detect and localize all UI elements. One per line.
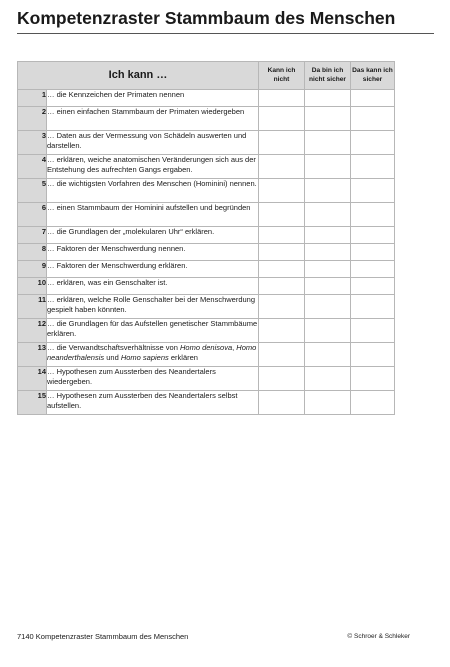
- row-number: 14: [18, 367, 47, 391]
- table-row: [18, 203, 395, 227]
- row-text: … Hypothesen zum Aussterben des Neandertalers wiedergeben.: [47, 367, 259, 391]
- check-cell-sicher[interactable]: [351, 391, 395, 415]
- page-title: Kompetenzraster Stammbaum des Menschen: [17, 8, 396, 28]
- table-row: [18, 295, 395, 319]
- check-cell-sicher[interactable]: [351, 367, 395, 391]
- check-cell-sicher[interactable]: [351, 155, 395, 179]
- check-cell-sicher[interactable]: [351, 179, 395, 203]
- check-cell-nicht[interactable]: [259, 227, 305, 244]
- row-number: 4: [18, 155, 47, 179]
- check-cell-unsicher[interactable]: [305, 391, 351, 415]
- check-cell-unsicher[interactable]: [305, 90, 351, 107]
- row-text: … Faktoren der Menschwerdung erklären.: [47, 261, 259, 278]
- check-cell-sicher[interactable]: [351, 107, 395, 131]
- check-cell-unsicher[interactable]: [305, 343, 351, 367]
- check-cell-sicher[interactable]: [351, 278, 395, 295]
- footer-left: 7140 Kompetenzraster Stammbaum des Menschen: [17, 632, 189, 641]
- check-cell-nicht[interactable]: [259, 278, 305, 295]
- check-cell-nicht[interactable]: [259, 155, 305, 179]
- row-number: 13: [18, 343, 47, 367]
- species-neanderthalensis: Homo neanderthalensis: [47, 343, 257, 363]
- species-sapiens: Homo sapiens: [120, 353, 169, 363]
- row-text: … die wichtigsten Vorfahren des Menschen (Hominini) nennen.: [47, 179, 259, 203]
- check-cell-sicher[interactable]: [351, 131, 395, 155]
- table-row: [18, 367, 395, 391]
- table-row: [18, 90, 395, 107]
- row-text: … die Grundlagen für das Aufstellen genetischer Stammbäume erklären.: [47, 319, 259, 343]
- check-cell-unsicher[interactable]: [305, 227, 351, 244]
- row-text: … erklären, was ein Genschalter ist.: [47, 278, 259, 295]
- row-number: 5: [18, 179, 47, 203]
- check-cell-unsicher[interactable]: [305, 131, 351, 155]
- table-row: [18, 319, 395, 343]
- table-row: [18, 244, 395, 261]
- check-cell-sicher[interactable]: [351, 295, 395, 319]
- row-number: 1: [18, 90, 47, 107]
- row-text: … die Grundlagen der „molekularen Uhr“ erklären.: [47, 227, 259, 244]
- check-cell-sicher[interactable]: [351, 343, 395, 367]
- check-cell-nicht[interactable]: [259, 295, 305, 319]
- row-text-part: ,: [232, 343, 237, 352]
- check-cell-nicht[interactable]: [259, 179, 305, 203]
- row-number: 7: [18, 227, 47, 244]
- check-cell-sicher[interactable]: [351, 244, 395, 261]
- row-text: … Daten aus der Vermessung von Schädeln auswerten und darstellen.: [47, 131, 259, 155]
- header-ich-kann: Ich kann …: [18, 62, 259, 90]
- check-cell-nicht[interactable]: [259, 90, 305, 107]
- header-kann-ich-nicht: Kann ich nicht: [259, 62, 305, 90]
- check-cell-sicher[interactable]: [351, 227, 395, 244]
- table-row: [18, 131, 395, 155]
- check-cell-unsicher[interactable]: [305, 295, 351, 319]
- row-number: 8: [18, 244, 47, 261]
- check-cell-nicht[interactable]: [259, 319, 305, 343]
- table-row: [18, 107, 395, 131]
- check-cell-unsicher[interactable]: [305, 179, 351, 203]
- row-number: 9: [18, 261, 47, 278]
- row-number: 10: [18, 278, 47, 295]
- row-text: … Hypothesen zum Aussterben des Neandertalers selbst aufstellen.: [47, 391, 259, 415]
- row-text: [47, 343, 259, 367]
- table-row: [18, 155, 395, 179]
- check-cell-nicht[interactable]: [259, 131, 305, 155]
- check-cell-nicht[interactable]: [259, 261, 305, 278]
- check-cell-unsicher[interactable]: [305, 367, 351, 391]
- check-cell-nicht[interactable]: [259, 107, 305, 131]
- row-number: 3: [18, 131, 47, 155]
- check-cell-sicher[interactable]: [351, 90, 395, 107]
- check-cell-sicher[interactable]: [351, 261, 395, 278]
- row-text-part: … die Verwandtschaftsverhältnisse von: [47, 343, 180, 352]
- header-kann-ich-sicher: Das kann ich sicher: [351, 62, 395, 90]
- footer-copyright: © Schroer & Schleker: [347, 633, 410, 640]
- table-row: [18, 179, 395, 203]
- check-cell-unsicher[interactable]: [305, 261, 351, 278]
- row-text: … Faktoren der Menschwerdung nennen.: [47, 244, 259, 261]
- check-cell-unsicher[interactable]: [305, 155, 351, 179]
- row-number: 6: [18, 203, 47, 227]
- table-row: [18, 227, 395, 244]
- table-header-row: [18, 62, 395, 90]
- check-cell-nicht[interactable]: [259, 343, 305, 367]
- check-cell-unsicher[interactable]: [305, 107, 351, 131]
- check-cell-unsicher[interactable]: [305, 278, 351, 295]
- row-number: 11: [18, 295, 47, 319]
- species-denisova: Homo denisova: [180, 343, 233, 352]
- check-cell-unsicher[interactable]: [305, 244, 351, 261]
- row-number: 15: [18, 391, 47, 415]
- competency-table: [17, 61, 395, 415]
- header-nicht-sicher: Da bin ich nicht sicher: [305, 62, 351, 90]
- check-cell-sicher[interactable]: [351, 319, 395, 343]
- check-cell-unsicher[interactable]: [305, 319, 351, 343]
- check-cell-unsicher[interactable]: [305, 203, 351, 227]
- check-cell-nicht[interactable]: [259, 391, 305, 415]
- check-cell-sicher[interactable]: [351, 203, 395, 227]
- row-number: 12: [18, 319, 47, 343]
- row-text: … einen Stammbaum der Hominini aufstellen und begründen: [47, 203, 259, 227]
- row-text: … die Kennzeichen der Primaten nennen: [47, 90, 259, 107]
- row-text-part: und: [104, 353, 121, 363]
- title-divider: [17, 33, 434, 34]
- check-cell-nicht[interactable]: [259, 367, 305, 391]
- check-cell-nicht[interactable]: [259, 203, 305, 227]
- table-row: [18, 343, 395, 367]
- table-row: [18, 261, 395, 278]
- table-row: [18, 391, 395, 415]
- row-text: … erklären, weiche anatomischen Veränderungen sich aus der Entstehung des aufrechten Gangs ergaben.: [47, 155, 259, 179]
- row-text: … einen einfachen Stammbaum der Primaten wiedergeben: [47, 107, 259, 131]
- row-text-part: erklären: [168, 353, 198, 363]
- row-number: 2: [18, 107, 47, 131]
- table-row: [18, 278, 395, 295]
- check-cell-nicht[interactable]: [259, 244, 305, 261]
- row-text: … erklären, welche Rolle Genschalter bei der Menschwerdung gespielt haben könnten.: [47, 295, 259, 319]
